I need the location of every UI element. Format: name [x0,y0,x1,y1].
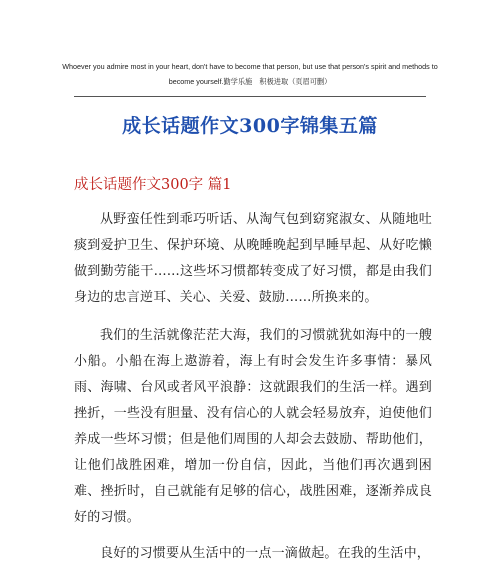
paragraph-1: 从野蛮任性到乖巧听话、从淘气包到窈窕淑女、从随地吐痰到爱护卫生、保护环境、从晚睡晚起到早睡早起、从好吃懒做到勤劳能干……这些坏习惯都转变成了好习惯，都是由我们身边的忠言逆耳、关心、关爱、鼓励……所换来的。 [74,212,432,305]
paragraph-3: 良好的习惯要从生活中的一点一滴做起。在我的生活中， [100,546,431,561]
paragraph-2: 我们的生活就像茫茫大海，我们的习惯就犹如海中的一艘小船。小船在海上遨游着，海上有时会发生许多事情：暴风雨、海啸、台风或者风平浪静：这就跟我们的生活一样。遇到挫折，一些没有胆量、没有信心的人就会轻易放弃，迫使他们养成一些坏习惯；但是他们周围的人却会去鼓励、帮助他们，让他们战胜困难，增加一份自信，因此，当他们再次遇到困难、挫折时，自己就能有足够的信心，战胜困难，逐渐养成良好的习惯。 [74,328,432,525]
header-divider [74,96,426,97]
header-quote: Whoever you admire most in your heart, don't have to become that person, but use that person's spirit and methods to become yourself.勤学乐施 积极进取（页眉可删） [62,62,438,86]
section-heading: 成长话题作文300字 篇1 [74,177,232,193]
document-title: 成长话题作文300字锦集五篇 [122,115,378,137]
